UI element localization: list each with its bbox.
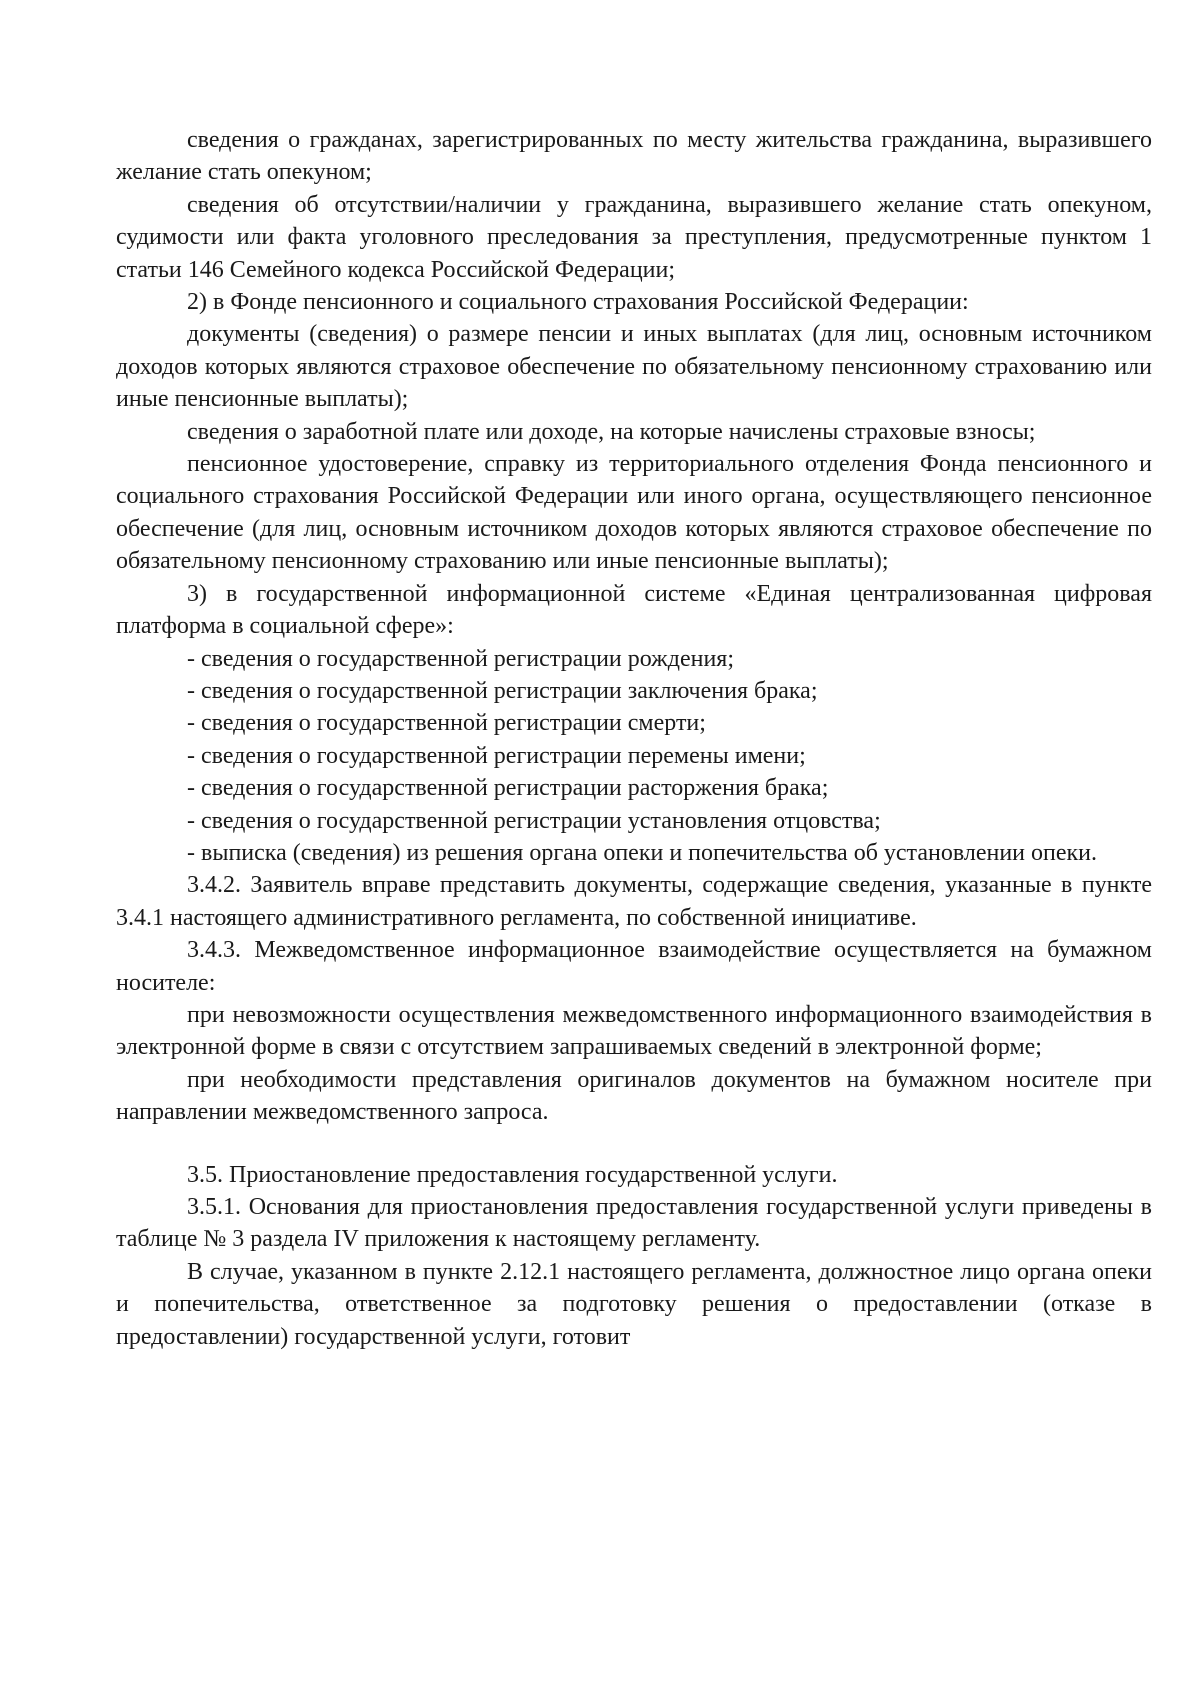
paragraph-residents-info: сведения о гражданах, зарегистрированных по месту жительства гражданина, выразившего желание стать опекуном;: [116, 127, 1152, 186]
list-item-death: - сведения о государственной регистрации смерти;: [187, 710, 706, 737]
list-item-name-change: - сведения о государственной регистрации перемены имени;: [187, 742, 806, 769]
document-page: [116, 124, 1152, 1353]
paragraph-pension-documents: документы (сведения) о размере пенсии и иных выплатах (для лиц, основным источником доходов которых являются страховое обеспечение по обязательному пенсионному страхованию или иные пенсионные выплаты);: [116, 321, 1152, 413]
paragraph-pension-fund: 2) в Фонде пенсионного и социального страхования Российской Федерации:: [187, 289, 969, 316]
list-item-birth: - сведения о государственной регистрации рождения;: [187, 645, 735, 672]
paragraph-case-2-12-1: В случае, указанном в пункте 2.12.1 настоящего регламента, должностное лицо органа опеки и попечительства, ответственное за подготовку решения о предоставлении (отказе в предоставлении) государственной услуги, готовит: [116, 1258, 1152, 1350]
section-heading-3-5: 3.5. Приостановление предоставления государственной услуги.: [187, 1161, 838, 1188]
paragraph-social-platform: 3) в государственной информационной системе «Единая централизованная цифровая платформа в социальной сфере»:: [116, 580, 1152, 640]
paragraph-paper-originals: при необходимости представления оригиналов документов на бумажном носителе при направлении межведомственного запроса.: [116, 1066, 1152, 1126]
list-item-paternity: - сведения о государственной регистрации установления отцовства;: [187, 807, 881, 834]
paragraph-3-4-3: 3.4.3. Межведомственное информационное взаимодействие осуществляется на бумажном носителе:: [116, 937, 1152, 996]
paragraph-3-4-2: 3.4.2. Заявитель вправе представить документы, содержащие сведения, указанные в пункте 3.4.1 настоящего административного регламента, по собственной инициативе.: [116, 872, 1152, 931]
list-item-marriage: - сведения о государственной регистрации заключения брака;: [187, 677, 818, 704]
paragraph-salary-info: сведения о заработной плате или доходе, на которые начислены страховые взносы;: [187, 418, 1036, 445]
list-item-divorce: - сведения о государственной регистрации расторжения брака;: [187, 775, 829, 802]
paragraph-pension-certificate: пенсионное удостоверение, справку из территориального отделения Фонда пенсионного и социального страхования Российской Федерации или иного органа, осуществляющего пенсионное обеспечение (для лиц, основным источником доходов которых являются страховое обеспечение по обязательному пенсионному страхованию или иные пенсионные выплаты);: [116, 451, 1152, 575]
paragraph-paper-impossibility: при невозможности осуществления межведомственного информационного взаимодействия в электронной форме в связи с отсутствием запрашиваемых сведений в электронной форме;: [116, 1001, 1152, 1061]
list-item-guardianship-extract: - выписка (сведения) из решения органа опеки и попечительства об установлении опеки.: [187, 839, 1098, 866]
paragraph-criminal-record: сведения об отсутствии/наличии у гражданина, выразившего желание стать опекуном, судимости или факта уголовного преследования за преступления, предусмотренные пунктом 1 статьи 146 Семейного кодекса Российской Федерации;: [116, 191, 1152, 283]
paragraph-3-5-1: 3.5.1. Основания для приостановления предоставления государственной услуги приведены в таблице № 3 раздела IV приложения к настоящему регламенту.: [116, 1194, 1152, 1253]
